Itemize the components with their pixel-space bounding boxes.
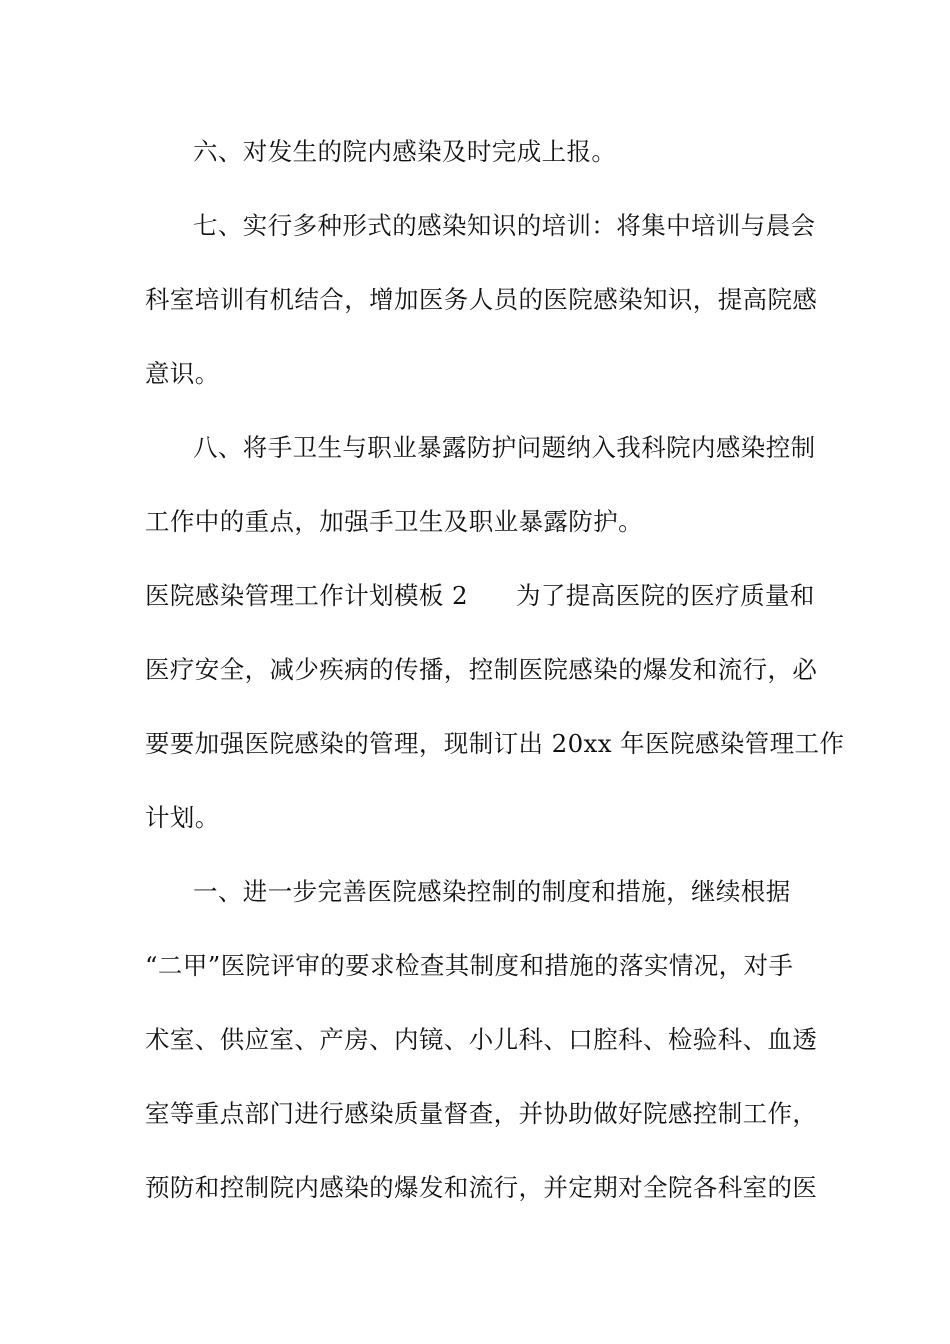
paragraph-line: 室等重点部门进行感染质量督查，并协助做好院感控制工作， <box>145 1099 818 1128</box>
paragraph-line: “二甲”医院评审的要求检查其制度和措施的落实情况，对手 <box>145 951 794 980</box>
paragraph-line: 术室、供应室、产房、内镜、小儿科、口腔科、检验科、血透 <box>145 1025 818 1054</box>
paragraph-line: 预防和控制院内感染的爆发和流行，并定期对全院各科室的医 <box>145 1173 818 1202</box>
section-heading: 医院感染管理工作计划模板 2 <box>145 581 468 610</box>
section-heading-line <box>145 581 815 611</box>
paragraph-line: 八、将手卫生与职业暴露防护问题纳入我科院内感染控制 <box>193 433 816 462</box>
paragraph-line: 计划。 <box>145 803 220 832</box>
paragraph-start: 为了提高医院的医疗质量和 <box>515 581 815 610</box>
paragraph-line: 工作中的重点，加强手卫生及职业暴露防护。 <box>145 507 643 536</box>
paragraph-line: 一、进一步完善医院感染控制的制度和措施，继续根据 <box>193 877 791 906</box>
paragraph-line: 意识。 <box>145 359 220 388</box>
paragraph-line: 要要加强医院感染的管理，现制订出 20xx 年医院感染管理工作 <box>145 729 845 758</box>
paragraph-line: 科室培训有机结合，增加医务人员的医院感染知识，提高院感 <box>145 285 818 314</box>
paragraph-line: 七、实行多种形式的感染知识的培训：将集中培训与晨会 <box>193 211 816 240</box>
paragraph-line: 医疗安全，减少疾病的传播，控制医院感染的爆发和流行，必 <box>145 655 818 684</box>
paragraph-line: 六、对发生的院内感染及时完成上报。 <box>193 137 617 166</box>
